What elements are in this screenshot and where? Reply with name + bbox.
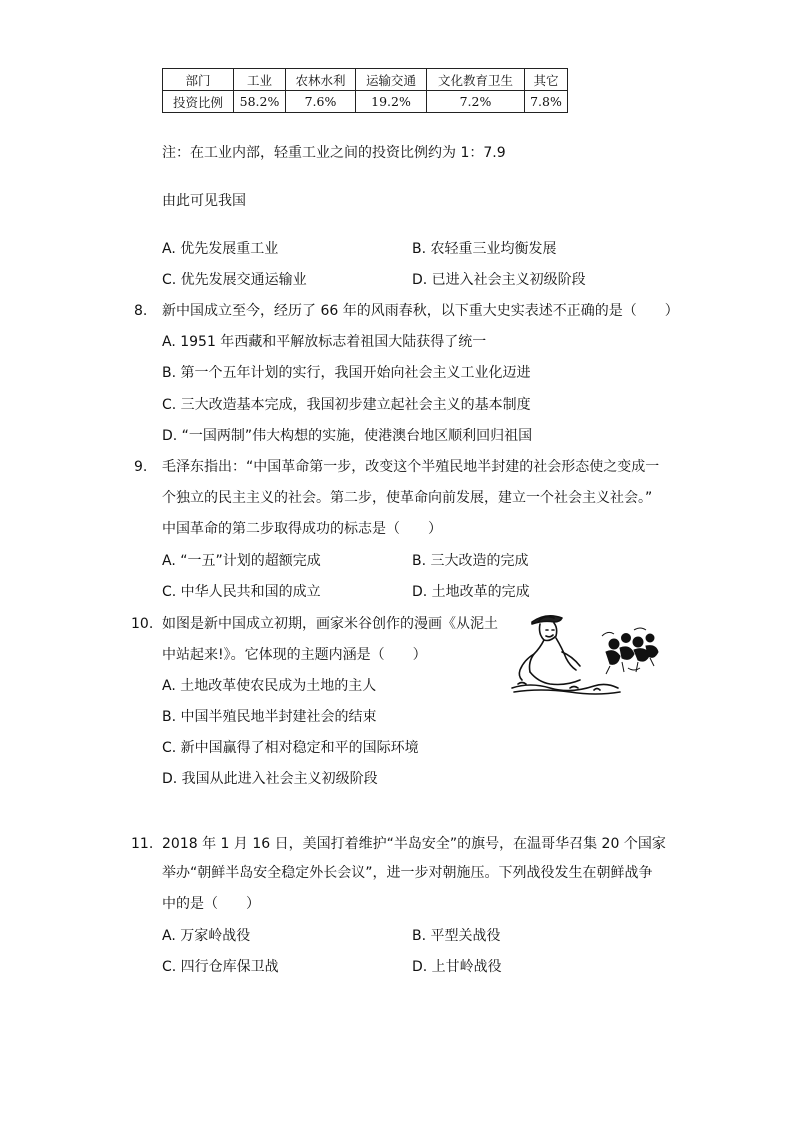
farmer-cartoon-image [510, 608, 662, 696]
table-header-cell: 运输交通 [356, 69, 427, 91]
q10-option-c: C. 新中国赢得了相对稳定和平的国际环境 [162, 740, 419, 756]
q8-option-c: C. 三大改造基本完成，我国初步建立起社会主义的基本制度 [162, 397, 531, 413]
q8-option-a: A. 1951 年西藏和平解放标志着祖国大陆获得了统一 [162, 334, 487, 350]
q9-option-b: B. 三大改造的完成 [412, 553, 529, 569]
table-note: 注：在工业内部，轻重工业之间的投资比例约为 1：7.9 [162, 145, 506, 161]
table-header-cell: 农林水利 [286, 69, 356, 91]
q7-option-d: D. 已进入社会主义初级阶段 [412, 272, 586, 288]
question-11-stem-line1: 2018 年 1 月 16 日，美国打着维护“半岛安全”的旗号，在温哥华召集 20 个国家 [162, 836, 666, 852]
table-header-cell: 工业 [234, 69, 286, 91]
question-9-stem-line1: 毛泽东指出：“中国革命第一步，改变这个半殖民地半封建的社会形态使之变成一 [162, 459, 660, 475]
q8-option-b: B. 第一个五年计划的实行，我国开始向社会主义工业化迈进 [162, 365, 531, 381]
q10-option-a: A. 土地改革使农民成为土地的主人 [162, 678, 377, 694]
q11-option-d: D. 上甘岭战役 [412, 959, 502, 975]
question-8-number: 8. [134, 303, 148, 319]
table-cell: 19.2% [356, 91, 427, 113]
table-header-cell: 部门 [163, 69, 234, 91]
q10-option-d: D. 我国从此进入社会主义初级阶段 [162, 771, 378, 787]
question-9-stem-line2: 个独立的民主主义的社会。第二步，使革命向前发展，建立一个社会主义社会。” [162, 490, 653, 506]
q11-option-b: B. 平型关战役 [412, 928, 501, 944]
investment-table [162, 68, 568, 113]
question-11-stem-line2: 举办“朝鲜半岛安全稳定外长会议”，进一步对朝施压。下列战役发生在朝鲜战争 [162, 865, 653, 881]
table-header-cell: 其它 [525, 69, 568, 91]
q9-option-a: A. “一五”计划的超额完成 [162, 553, 321, 569]
table-cell: 投资比例 [163, 91, 234, 113]
q7-option-a: A. 优先发展重工业 [162, 241, 279, 257]
q11-option-c: C. 四行仓库保卫战 [162, 959, 279, 975]
q9-option-d: D. 土地改革的完成 [412, 584, 530, 600]
table-cell: 7.6% [286, 91, 356, 113]
table-cell: 58.2% [234, 91, 286, 113]
question-9-stem-line3: 中国革命的第二步取得成功的标志是（ ） [162, 521, 442, 537]
question-8-stem: 新中国成立至今，经历了 66 年的风雨春秋，以下重大史实表述不正确的是（ ） [162, 303, 679, 319]
table-row [163, 91, 568, 113]
q10-option-b: B. 中国半殖民地半封建社会的结束 [162, 709, 377, 725]
table-cell: 7.8% [525, 91, 568, 113]
question-7-tail: 由此可见我国 [162, 193, 246, 209]
q11-option-a: A. 万家岭战役 [162, 928, 251, 944]
table-cell: 7.2% [427, 91, 525, 113]
q8-option-d: D. “一国两制”伟大构想的实施，使港澳台地区顺利回归祖国 [162, 428, 533, 444]
question-11-number: 11. [131, 836, 154, 852]
question-9-number: 9. [134, 459, 148, 475]
question-11-stem-line3: 中的是（ ） [162, 896, 260, 912]
question-10-stem-line1: 如图是新中国成立初期，画家米谷创作的漫画《从泥土 [162, 616, 498, 632]
table-header-row [163, 69, 568, 91]
question-10-number: 10. [131, 616, 154, 632]
q9-option-c: C. 中华人民共和国的成立 [162, 584, 321, 600]
table-header-cell: 文化教育卫生 [427, 69, 525, 91]
question-10-stem-line2: 中站起来!》。它体现的主题内涵是（ ） [162, 647, 427, 663]
q7-option-b: B. 农轻重三业均衡发展 [412, 241, 557, 257]
q7-option-c: C. 优先发展交通运输业 [162, 272, 307, 288]
